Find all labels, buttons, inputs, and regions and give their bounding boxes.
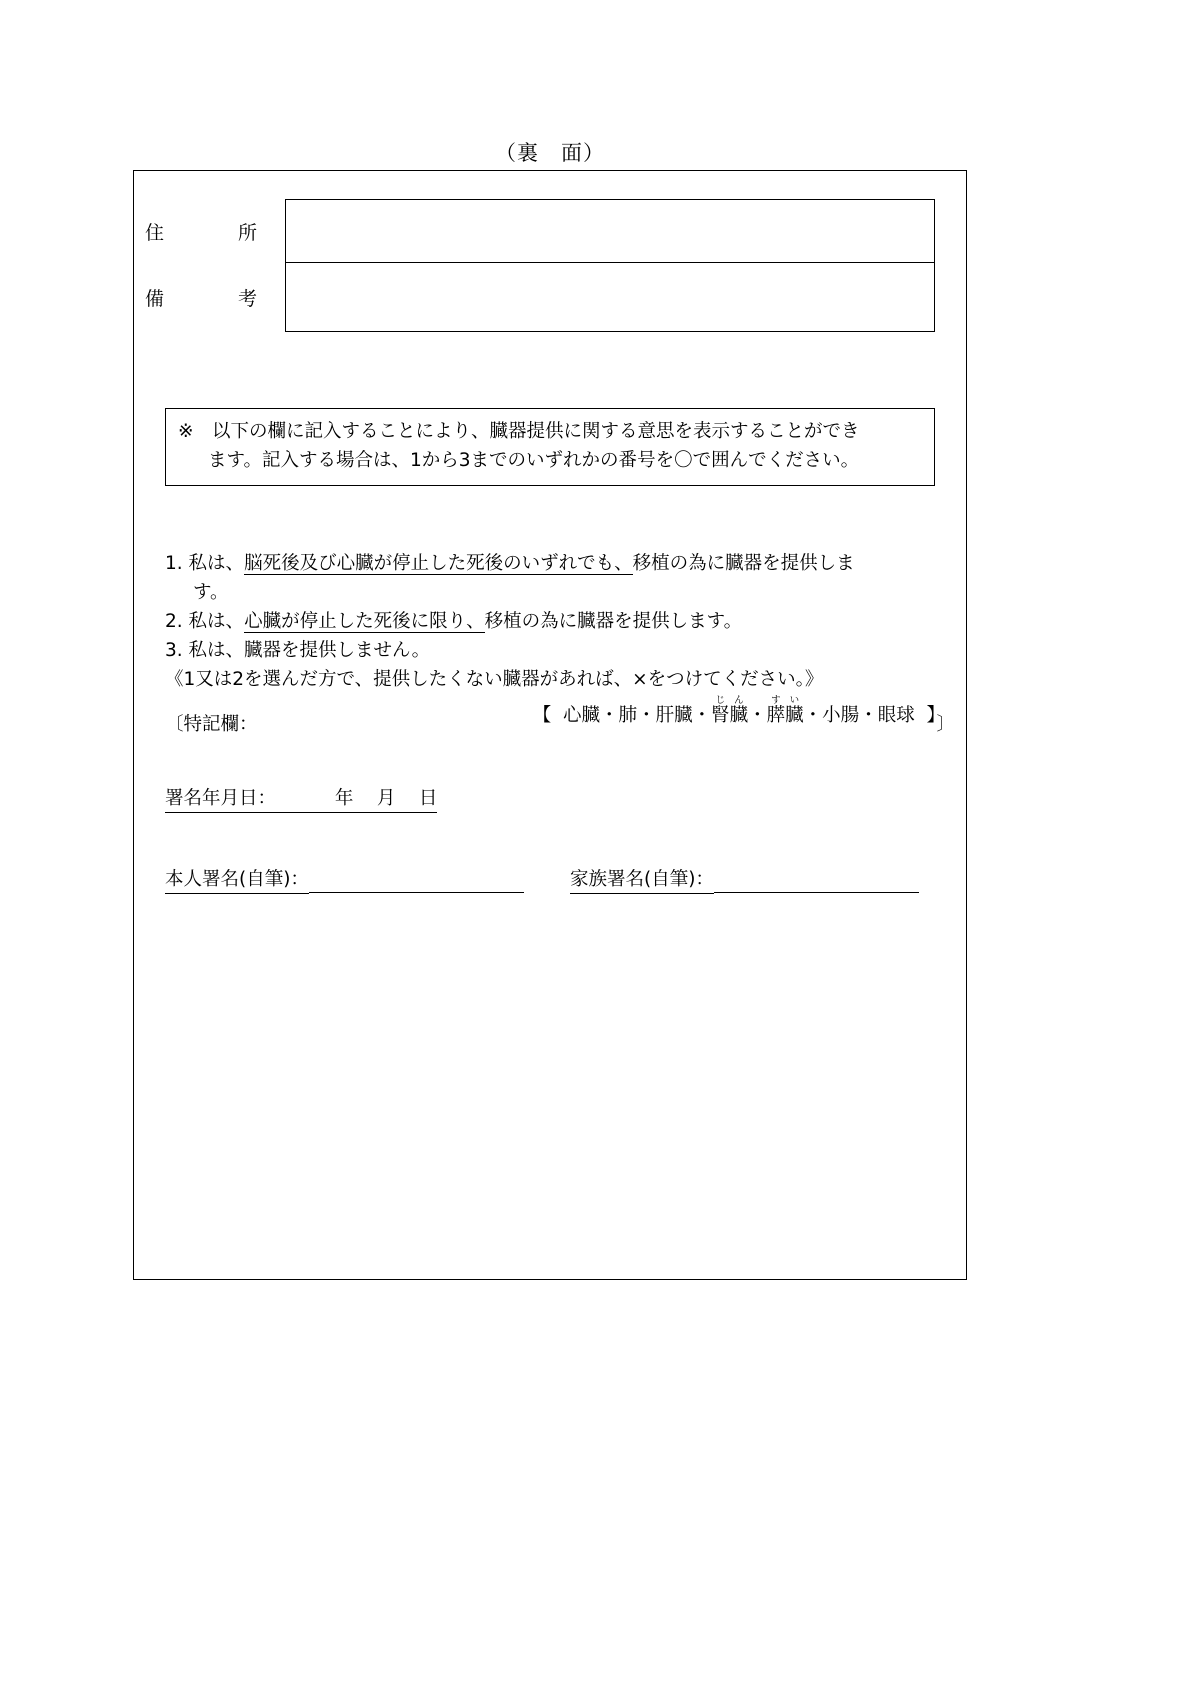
choice-2-prefix: 私は、 — [188, 611, 245, 632]
organ-open-bracket: 【 — [532, 705, 552, 726]
address-label-char2: 所 — [237, 221, 257, 244]
choice-item-3[interactable] — [165, 636, 955, 665]
organ-kidney-text: 腎臓 — [711, 705, 749, 726]
remarks-label-char2: 考 — [237, 287, 257, 310]
organ-small-intestine[interactable]: 小腸 — [822, 705, 860, 726]
notice-box — [165, 408, 935, 486]
organ-pancreas[interactable] — [766, 695, 804, 726]
organ-kidney-ruby: じん — [711, 695, 749, 706]
address-label-char1: 住 — [145, 221, 165, 244]
family-signature-field[interactable] — [570, 865, 919, 894]
organ-heart[interactable]: 心臓 — [563, 705, 601, 726]
signature-date-line[interactable] — [165, 784, 437, 813]
organ-sep: ・ — [748, 705, 767, 726]
address-remarks-table — [145, 199, 935, 332]
table-row — [145, 200, 935, 263]
page-title: （裏 面） — [495, 141, 605, 165]
organ-close-bracket: 】 — [926, 705, 945, 726]
organ-list[interactable] — [165, 695, 955, 727]
address-input-field[interactable] — [286, 200, 935, 263]
remarks-label-cell — [145, 263, 286, 332]
organ-sep: ・ — [600, 705, 619, 726]
table-row — [145, 263, 935, 332]
self-signature-rule[interactable] — [309, 869, 524, 893]
signature-date-label: 署名年月日： — [165, 788, 277, 809]
organ-kidney[interactable] — [711, 695, 749, 726]
remarks-input-field[interactable] — [286, 263, 935, 332]
notice-line-1: ※ 以下の欄に記入することにより、臓器提供に関する意思を表示することができ — [178, 421, 860, 442]
choice-1-prefix: 私は、 — [188, 553, 245, 574]
special-notes-label: 〔特記欄： — [165, 714, 258, 735]
self-signature-field[interactable] — [165, 865, 524, 894]
choice-1-number: 1. — [165, 553, 183, 574]
choice-item-2[interactable] — [165, 607, 955, 636]
special-notes-close: 〕 — [936, 714, 955, 735]
family-signature-label: 家族署名(自筆)： — [570, 865, 714, 894]
choice-3-number: 3. — [165, 640, 183, 661]
choice-item-1[interactable] — [165, 549, 955, 578]
signature-date-month: 月 — [376, 788, 396, 809]
choice-2-underlined: 心臓が停止した死後に限り、 — [244, 611, 485, 632]
organ-eyeball[interactable]: 眼球 — [877, 705, 915, 726]
organ-sep: ・ — [803, 705, 823, 726]
organ-pancreas-ruby: すい — [766, 695, 804, 706]
organ-pancreas-text: 膵臓 — [766, 705, 804, 726]
remarks-label-char1: 備 — [145, 287, 165, 310]
notice-line-2: ます。記入する場合は、1から3までのいずれかの番号を〇で囲んでください。 — [208, 450, 860, 471]
organ-sep: ・ — [637, 705, 656, 726]
choice-2-suffix: 移植の為に臓器を提供します。 — [484, 611, 743, 632]
self-signature-label: 本人署名(自筆)： — [165, 865, 309, 894]
choice-1-suffix: 移植の為に臓器を提供しま — [632, 553, 855, 574]
organ-liver[interactable]: 肝臓 — [655, 705, 693, 726]
organ-lung[interactable]: 肺 — [618, 705, 638, 726]
choice-3-text: 私は、臓器を提供しません。 — [188, 640, 431, 661]
exclusion-instruction: 《1又は2を選んだ方で、提供したくない臓器があれば、×をつけてください。》 — [165, 669, 824, 690]
choice-1-continuation: す。 — [193, 582, 229, 603]
donation-choices — [165, 549, 955, 694]
organ-sep: ・ — [859, 705, 878, 726]
signature-date-year: 年 — [334, 788, 354, 809]
signature-date-day: 日 — [418, 788, 438, 809]
family-signature-rule[interactable] — [714, 869, 919, 893]
choice-1-underlined: 脳死後及び心臓が停止した死後のいずれでも、 — [244, 553, 633, 574]
address-label-cell — [145, 200, 286, 263]
choice-2-number: 2. — [165, 611, 183, 632]
organ-sep: ・ — [692, 705, 712, 726]
